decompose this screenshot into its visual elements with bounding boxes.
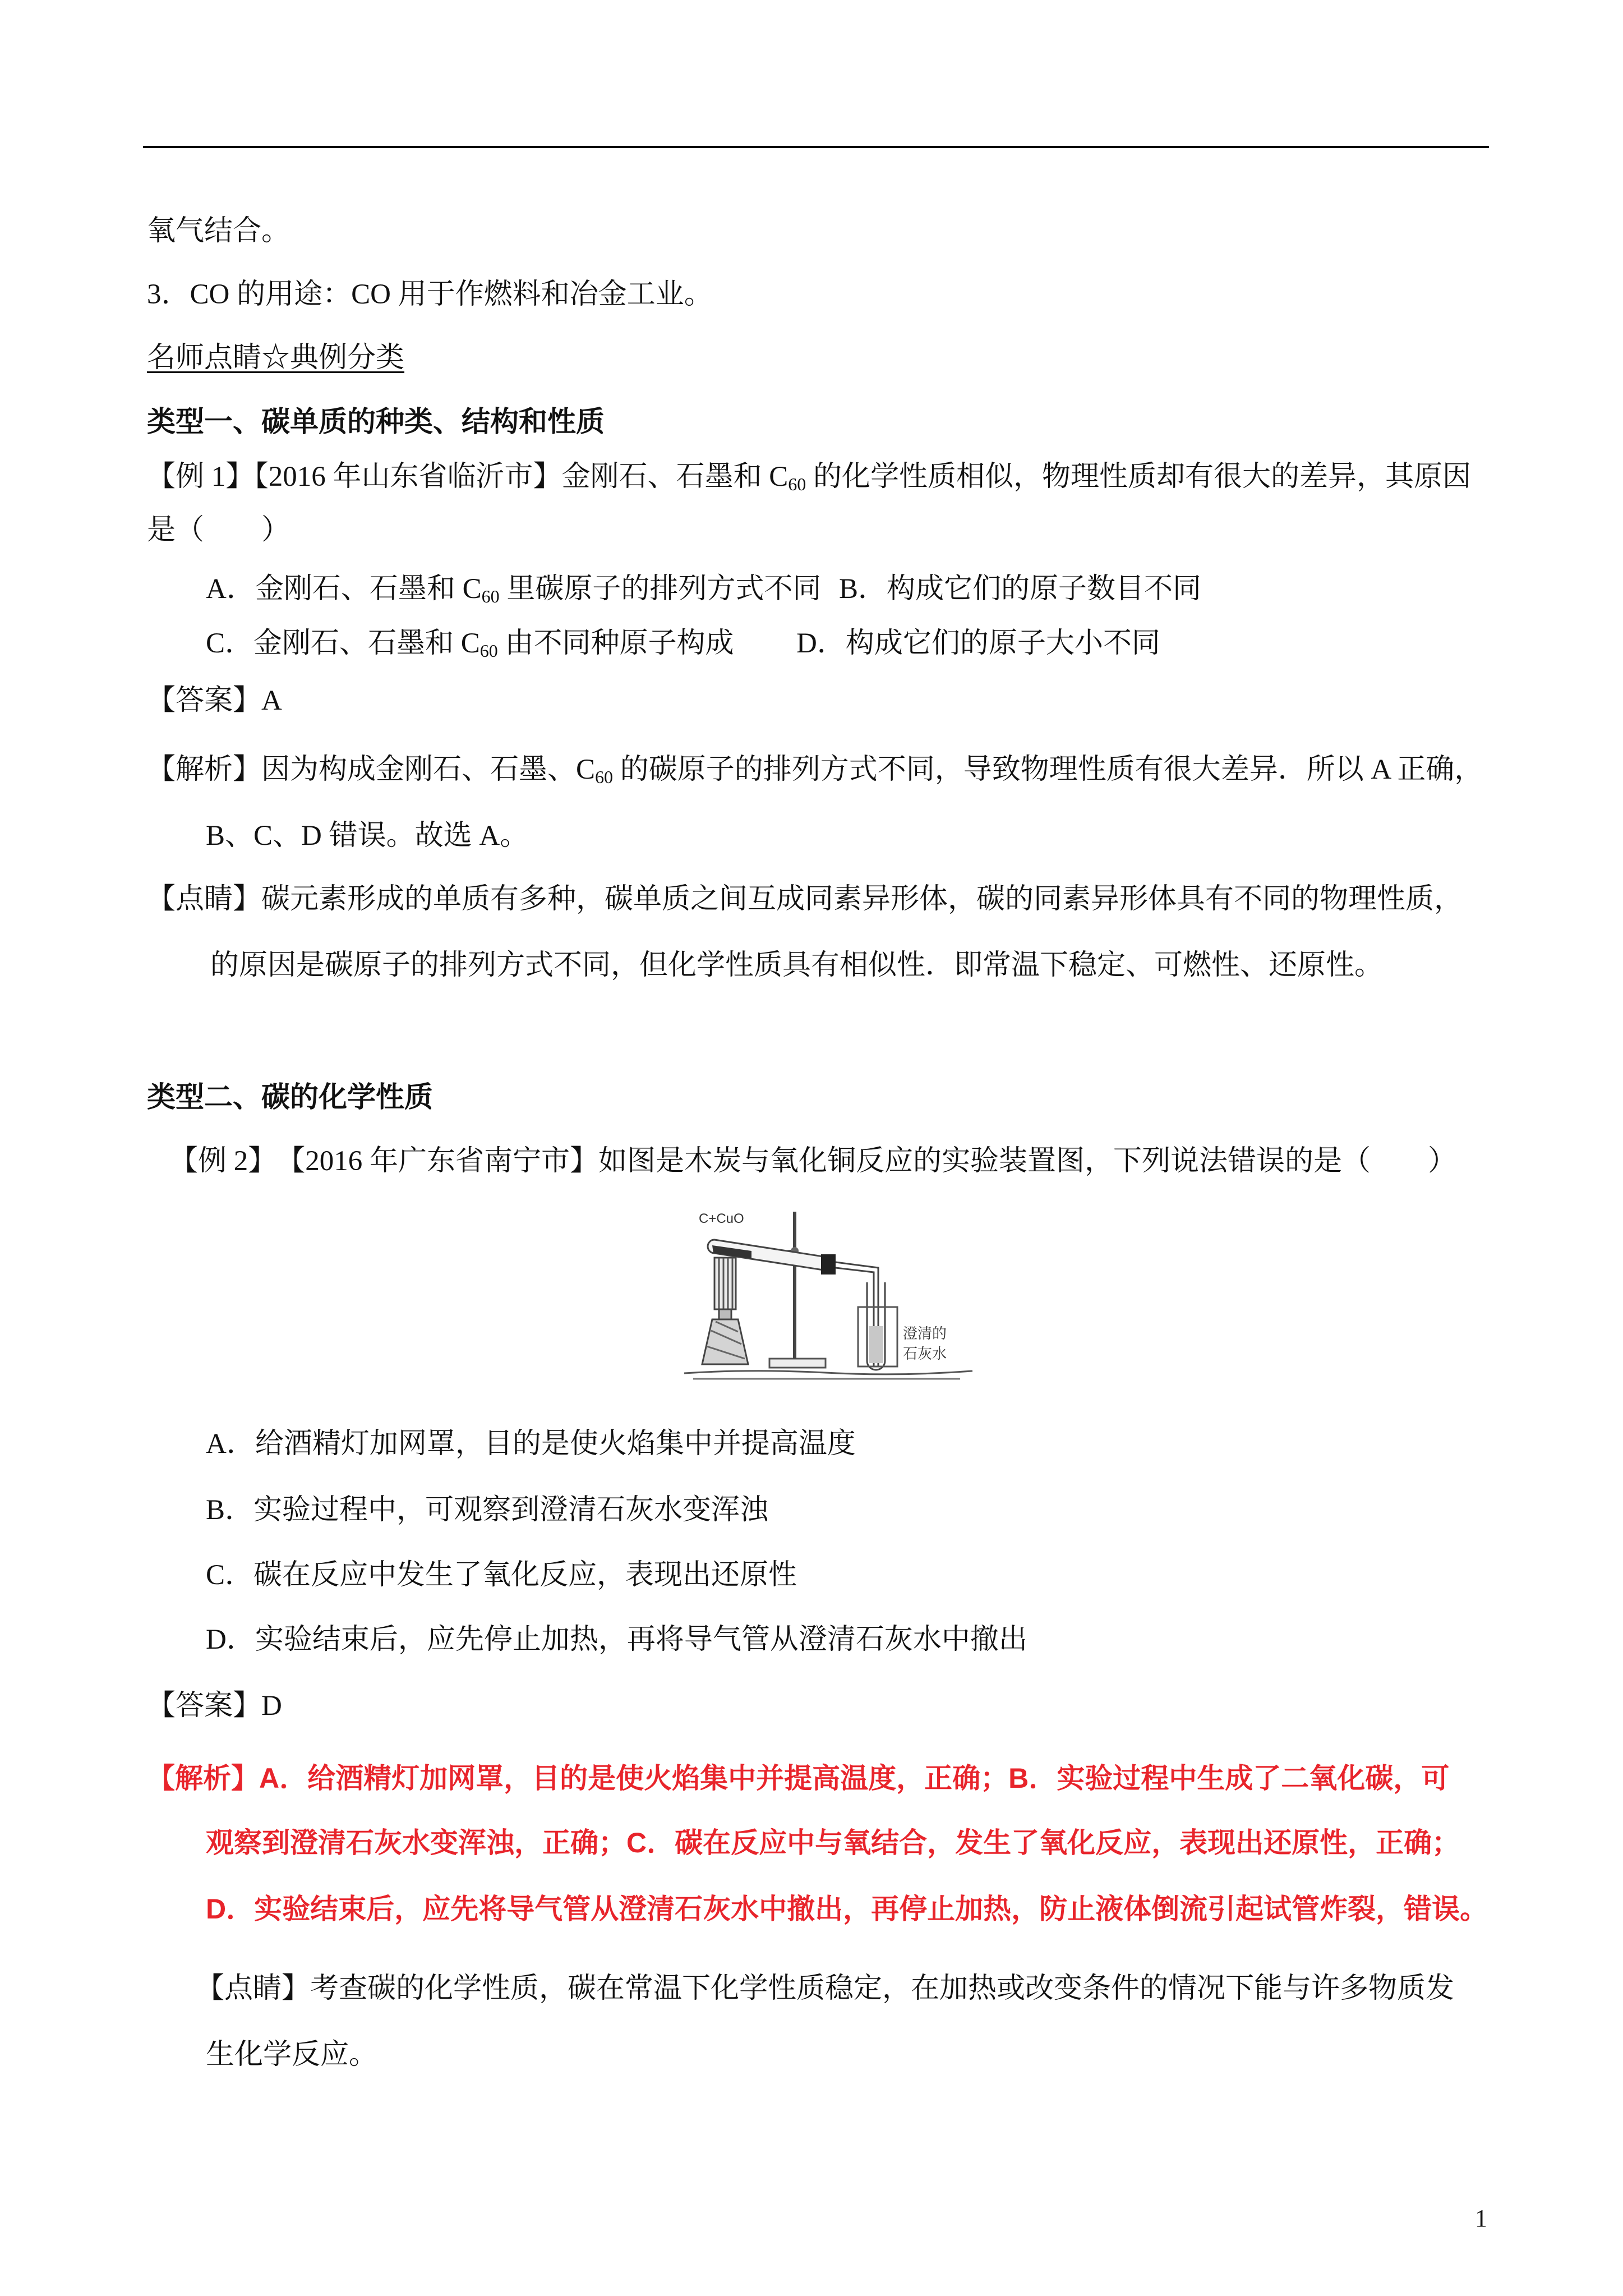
- type2-analysis-line-3: D．实验结束后，应先将导气管从澄清石灰水中撤出，再停止加热，防止液体倒流引起试管炸裂，错误。: [206, 1893, 1488, 1925]
- subscript: 60: [481, 586, 500, 606]
- type1-question-line-1: [147, 461, 1471, 493]
- type2-tip-line-2: 生化学反应。: [206, 2039, 378, 2070]
- page-number: 1: [1475, 2205, 1487, 2232]
- delivery-tube-inner: [836, 1268, 874, 1366]
- type1-analysis-line-1: [147, 754, 1483, 785]
- type2-analysis-line-1: 【解析】A．给酒精灯加网罩，目的是使火焰集中并提高温度，正确；B．实验过程中生成了二氧化碳，可: [147, 1763, 1450, 1794]
- intro-line-2: 3．CO 的用途：CO 用于作燃料和冶金工业。: [147, 279, 713, 310]
- analysis-text: 的碳原子的排列方式不同，导致物理性质有很大差异．所以 A 正确，: [613, 754, 1483, 785]
- type1-question-line-2: 是（ ）: [147, 514, 291, 546]
- lamp-neck: [719, 1309, 731, 1319]
- option-text: 由不同种原子构成: [497, 628, 734, 659]
- type2-option-d: D．实验结束后，应先停止加热，再将导气管从澄清石灰水中撤出: [206, 1624, 1027, 1655]
- type2-tip-line-1: 【点睛】考查碳的化学性质，碳在常温下化学性质稳定，在加热或改变条件的情况下能与许多物质发: [196, 1973, 1455, 2004]
- type1-option-a: [206, 573, 821, 605]
- type1-answer: 【答案】A: [147, 685, 282, 716]
- rubber-stopper: [821, 1254, 836, 1274]
- option-text: 里碳原子的排列方式不同: [499, 573, 822, 605]
- type1-analysis-line-2: B、C、D 错误。故选 A。: [206, 820, 529, 852]
- type1-option-b: B．构成它们的原子数目不同: [839, 573, 1202, 605]
- label-limewater-2: 石灰水: [903, 1345, 947, 1362]
- header-rule: [143, 146, 1489, 148]
- iron-stand-base: [769, 1359, 826, 1368]
- limewater-liquid: [869, 1326, 883, 1363]
- subscript: 60: [595, 767, 614, 787]
- subscript: 60: [479, 641, 498, 661]
- option-text: C．金刚石、石墨和 C: [206, 628, 480, 659]
- type1-tip-line-1: 【点睛】碳元素形成的单质有多种，碳单质之间互成同素异形体，碳的同素异形体具有不同的物理性质，: [147, 884, 1463, 915]
- type2-question: 【例 2】 【2016 年广东省南宁市】如图是木炭与氧化铜反应的实验装置图，下列说法错误的是（ ）: [169, 1145, 1457, 1177]
- type2-heading: 类型二、碳的化学性质: [147, 1082, 434, 1114]
- type1-question-text: 的化学性质相似，物理性质却有很大的差异，其原因: [806, 461, 1472, 493]
- label-limewater-1: 澄清的: [903, 1325, 947, 1342]
- type2-answer: 【答案】D: [147, 1690, 282, 1722]
- intro-line-1: 氧气结合。: [147, 215, 291, 247]
- apparatus-figure: [680, 1206, 977, 1386]
- section-title: 名师点睛☆典例分类: [147, 342, 405, 374]
- label-reactants: C+CuO: [699, 1211, 744, 1226]
- option-text: A．金刚石、石墨和 C: [206, 573, 482, 605]
- type1-option-c: [206, 628, 734, 659]
- type1-option-d: D．构成它们的原子大小不同: [796, 628, 1160, 659]
- bench-base: [684, 1371, 972, 1374]
- type2-analysis-line-2: 观察到澄清石灰水变浑浊，正确；C．碳在反应中与氧结合，发生了氧化反应，表现出还原性，正确；: [206, 1827, 1460, 1858]
- type2-option-a: A．给酒精灯加网罩，目的是使火焰集中并提高温度: [206, 1428, 856, 1460]
- type1-tip-line-2: 的原因是碳原子的排列方式不同，但化学性质具有相似性．即常温下稳定、可燃性、还原性。: [210, 950, 1384, 981]
- type2-option-c: C．碳在反应中发生了氧化反应，表现出还原性: [206, 1559, 797, 1591]
- type1-heading: 类型一、碳单质的种类、结构和性质: [147, 407, 605, 438]
- type1-question-text: 【例 1】【2016 年山东省临沂市】金刚石、石墨和 C: [147, 461, 789, 493]
- analysis-text: 【解析】因为构成金刚石、石墨、C: [147, 754, 596, 785]
- subscript: 60: [788, 474, 806, 494]
- type2-option-b: B．实验过程中，可观察到澄清石灰水变浑浊: [206, 1494, 769, 1526]
